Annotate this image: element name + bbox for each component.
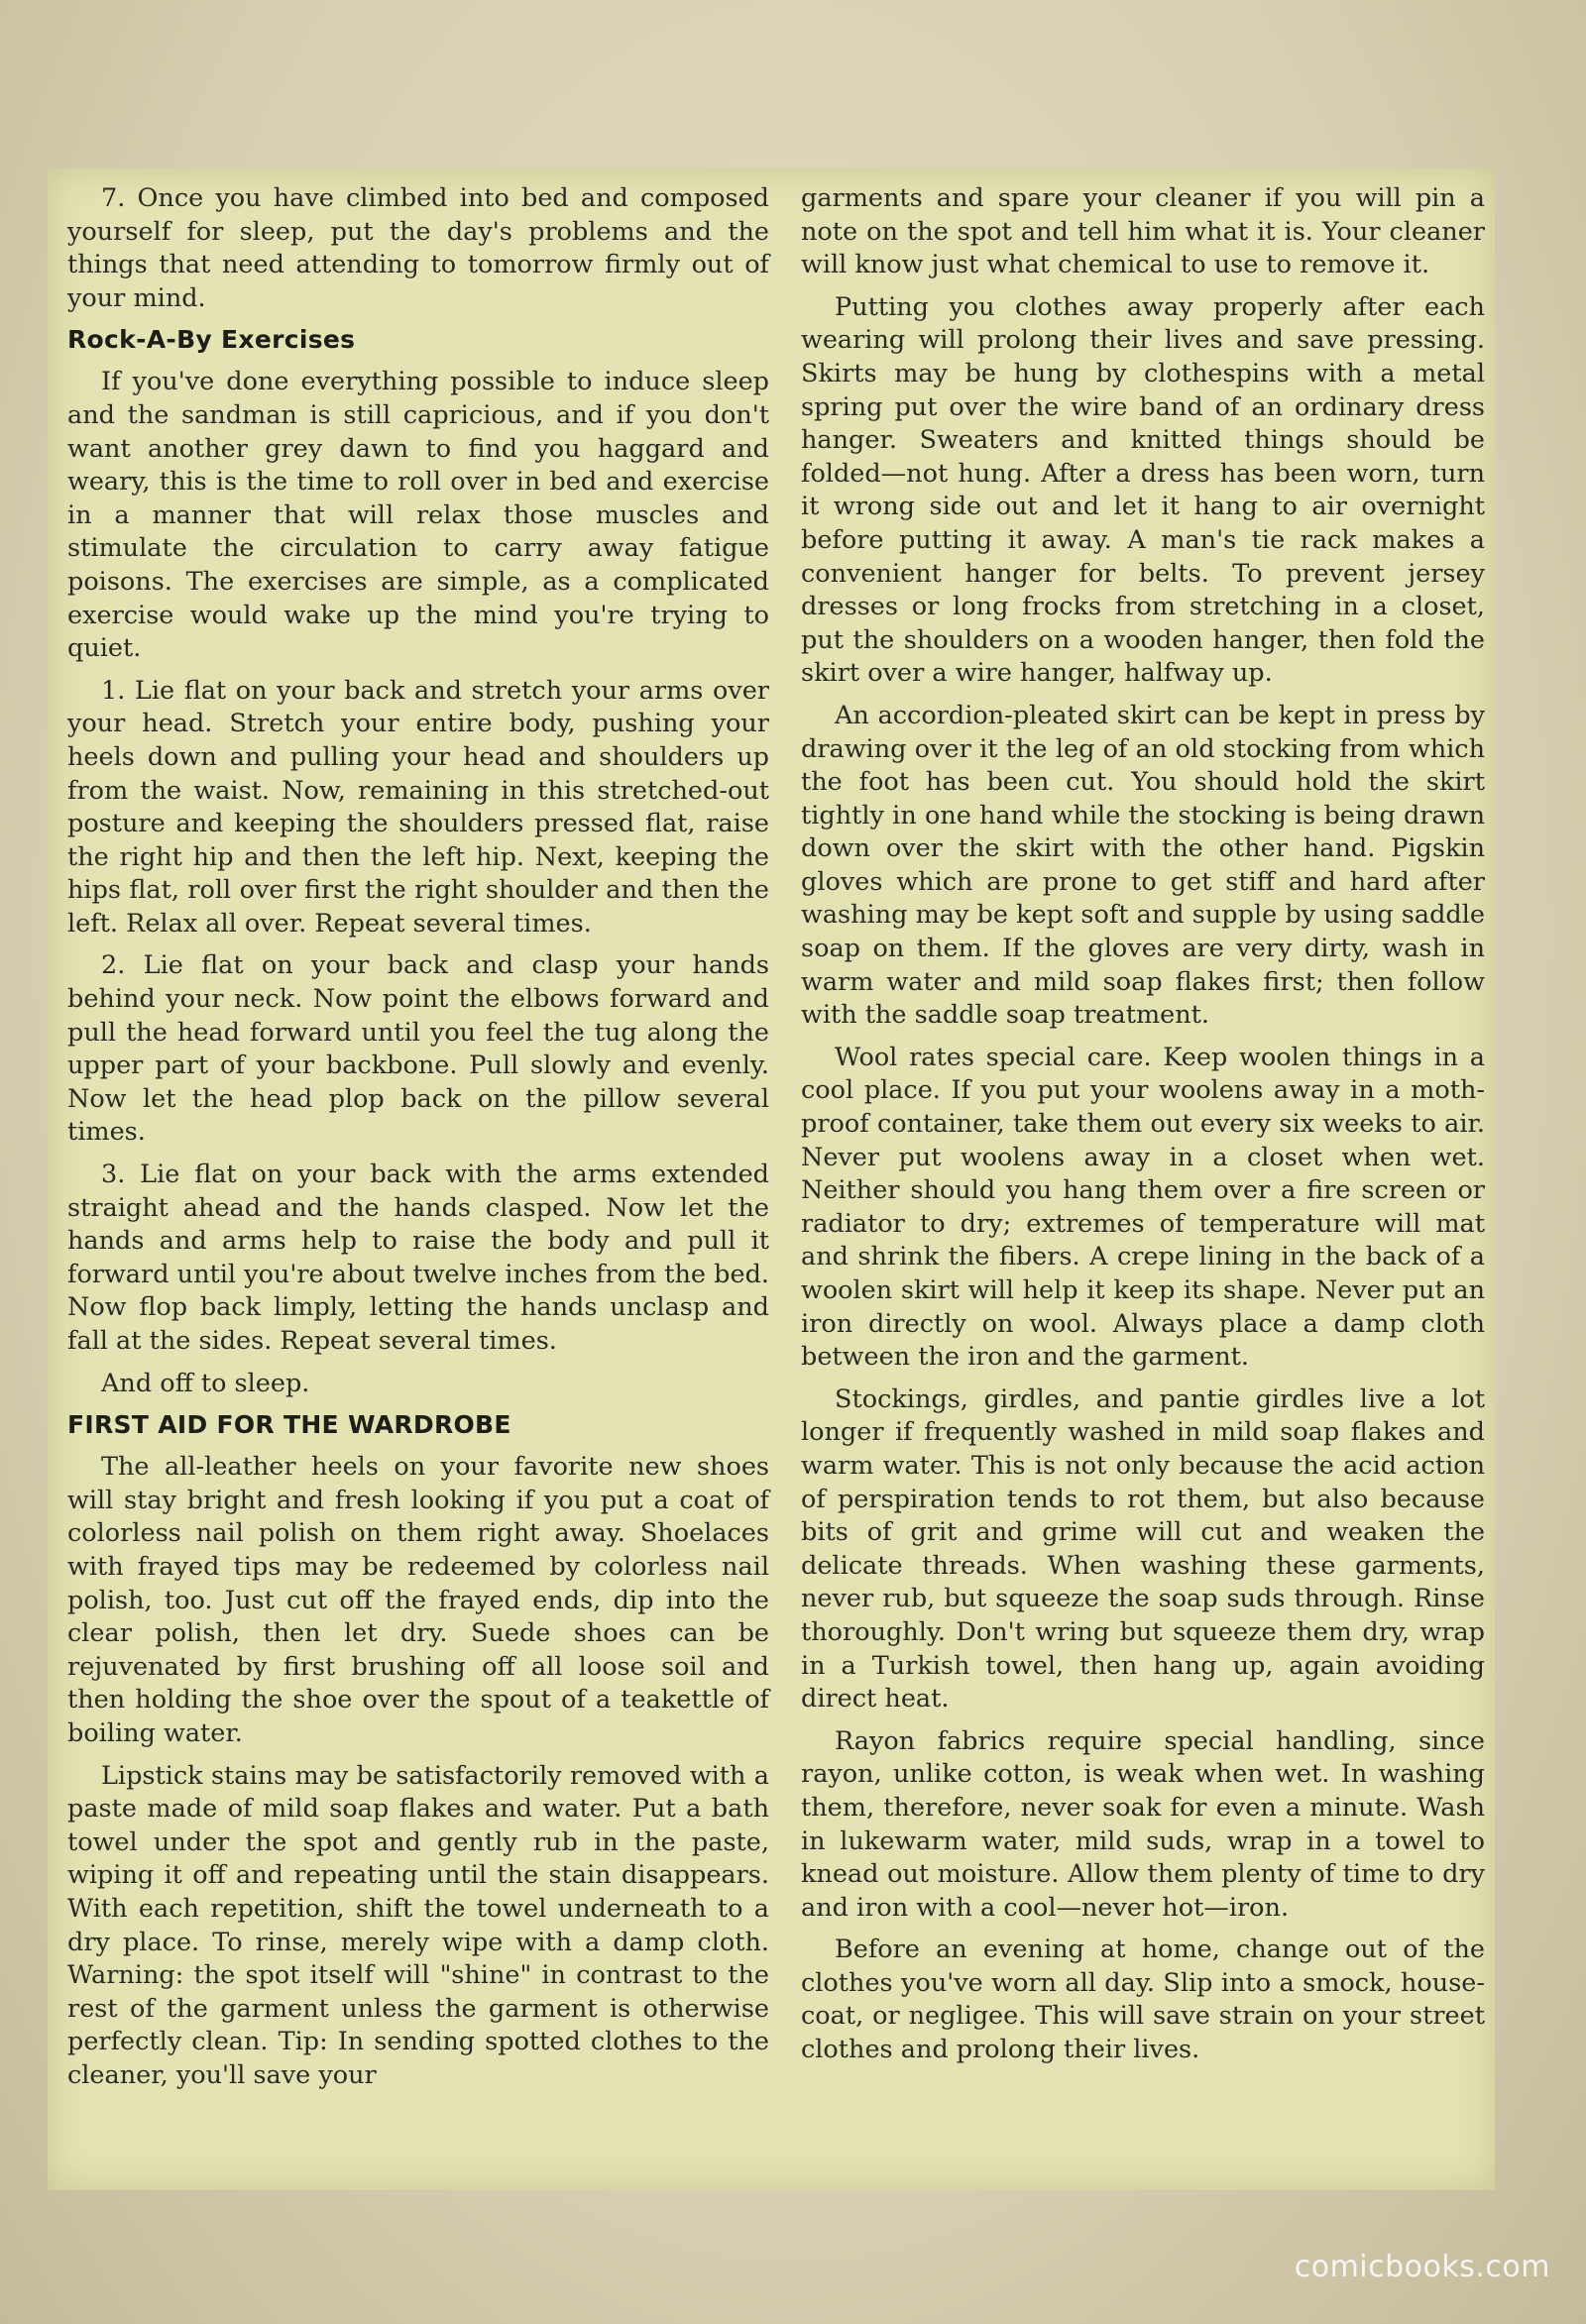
paragraph-wool-care: Wool rates special care. Keep woolen things in a cool place. If you put your woolens away in a moth-proof container, take them out every six weeks to air. Never put woolens away in a closet when wet. Neither should you hang them over a fire screen or radiator to dry; extremes of temperature will mat and shrink the fibers. A crepe lining in the back of a woolen skirt will help it keep its shape. Never put an iron directly on wool. Always place a damp cloth between the iron and the garment. [801, 1042, 1485, 1373]
left-column [67, 182, 769, 2101]
paragraph-exercise-3: 3. Lie flat on your back with the arms extended straight ahead and the hands clasped. Now let the hands and arms help to raise the body and pull it forward until you're about twelve inches from the bed. Now flop back limply, letting the hands unclasp and fall at the sides. Repeat several times. [67, 1160, 769, 1356]
heading-rock-a-by-exercises: Rock-A-By Exercises [67, 325, 356, 355]
paragraph-cleaner-continued: garments and spare your cleaner if you will pin a note on the spot and tell him what it is. Your cleaner will know just what chemical to use to remove it. [801, 183, 1485, 280]
paragraph-stockings: Stockings, girdles, and pantie girdles live a lot longer if frequently washed in mild soap flakes and warm water. This is not only because the acid action of perspiration tends to rot them, but also because bits of grit and grime will cut and weaken the delicate threads. When washing these garments, never rub, but squeeze the soap suds through. Rinse thoroughly. Don't wring but squeeze them dry, wrap in a Turkish towel, then hang up, again avoiding direct heat. [801, 1383, 1485, 1715]
paragraph-accordion-skirt: An accordion-pleated skirt can be kept in press by drawing over it the leg of an old stocking from which the foot has been cut. You should hold the skirt tightly in one hand while the stocking is being drawn down over the skirt with the other hand. Pigskin gloves which are prone to get stiff and hard after washing may be kept soft and supple by using saddle soap on them. If the gloves are very dirty, wash in warm water and mild soap flakes first; then follow with the saddle soap treatment. [801, 700, 1485, 1031]
paragraph-exercises-intro: If you've done everything possible to induce sleep and the sandman is still capricious, and if you don't want another grey dawn to find you haggard and weary, this is the time to roll over in bed and exercise in a manner that will relax those muscles and stimulate the circulation to carry away fatigue poisons. The exercises are simple, as a complicated exercise would wake up the mind you're trying to quiet. [67, 367, 769, 664]
paragraph-putting-clothes-away: Putting you clothes away properly after each wearing will prolong their lives and save pressing. Skirts may be hung by clothespins with a metal spring put over the wire band of an ordinary dress hanger. Sweaters and knitted things should be folded—not hung. After a dress has been worn, turn it wrong side out and let it hang to air overnight before putting it away. A man's tie rack makes a convenient hanger for belts. To prevent jersey dresses or long frocks from stretching in a closet, put the shoulders on a wooden hanger, then fold the skirt over a wire hanger, halfway up. [801, 291, 1485, 689]
paragraph-rayon: Rayon fabrics require special handling, since rayon, unlike cotton, is weak when wet. In washing them, therefore, never soak for even a minute. Wash in lukewarm water, mild suds, wrap in a towel to knead out moisture. Allow them plenty of time to dry and iron with a cool—never hot—iron. [801, 1725, 1485, 1923]
paragraph-shoes: The all-leather heels on your favorite new shoes will stay bright and fresh looking if you put a coat of colorless nail polish on them right away. Shoelaces with frayed tips may be redeemed by colorless nail polish, too. Just cut off the frayed ends, dip into the clear polish, then let dry. Suede shoes can be rejuvenated by first brushing off all loose soil and then holding the shoe over the spout of a teakettle of boiling water. [67, 1452, 769, 1748]
paragraph-exercise-2: 2. Lie flat on your back and clasp your hands behind your neck. Now point the elbows forward and pull the head forward until you feel the tug along the upper part of your backbone. Pull slowly and evenly. Now let the head plop back on the pillow several times. [67, 950, 769, 1148]
printed-page [48, 168, 1495, 2190]
paragraph-exercise-1: 1. Lie flat on your back and stretch your arms over your head. Stretch your entire body, pushing your heels down and pulling your head and shoulders up from the waist. Now, remaining in this stretched-out posture and keeping the shoulders pressed flat, raise the right hip and then the left hip. Next, keeping the hips flat, roll over first the right shoulder and then the left. Relax all over. Repeat several times. [67, 675, 769, 939]
right-column [801, 182, 1485, 2076]
paragraph-evening-at-home: Before an evening at home, change out of the clothes you've worn all day. Slip into a smock, house-coat, or negligee. This will save strain on your street clothes and prolong their lives. [801, 1935, 1485, 2065]
paragraph-lipstick: Lipstick stains may be satisfactorily removed with a paste made of mild soap flakes and water. Put a bath towel under the spot and gently rub in the paste, wiping it off and repeating until the stain disappears. With each repetition, shift the towel underneath to a dry place. To rinse, merely wipe with a damp cloth. Warning: the spot itself will "shine" in contrast to the rest of the garment unless the garment is otherwise perfectly clean. Tip: In sending spotted clothes to the cleaner, you'll save your [67, 1760, 769, 2090]
paragraph-sleep-tip-7: 7. Once you have climbed into bed and composed yourself for sleep, put the day's problems and the things that need attending to tomorrow firmly out of your mind. [67, 183, 769, 313]
paragraph-off-to-sleep: And off to sleep. [101, 1368, 310, 1398]
heading-first-aid-wardrobe: FIRST AID FOR THE WARDROBE [67, 1410, 511, 1440]
watermark: comicbooks.com [1294, 2250, 1550, 2284]
